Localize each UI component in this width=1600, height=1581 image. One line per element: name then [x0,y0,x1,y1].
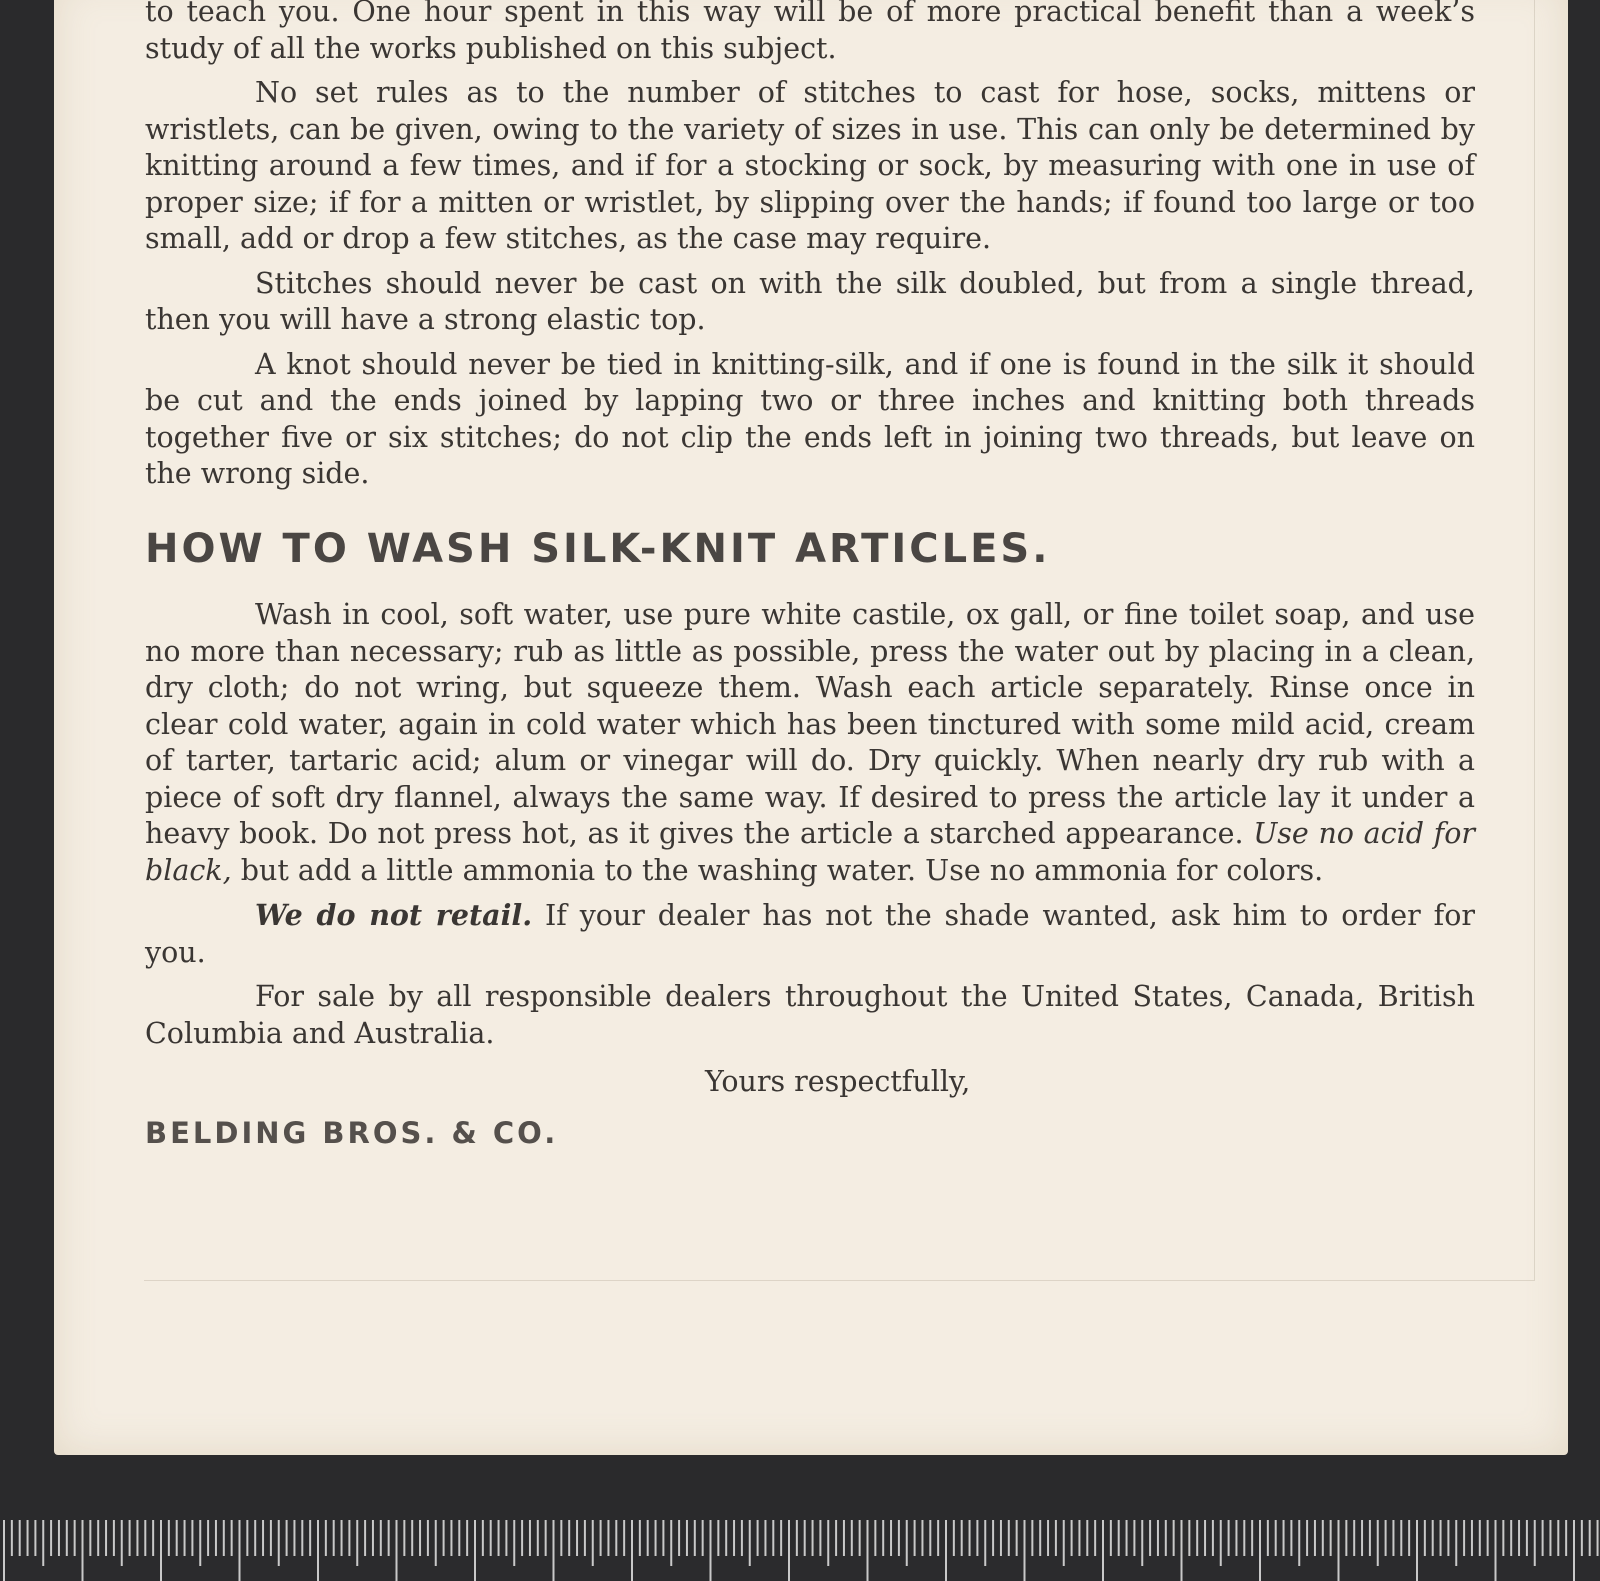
paragraph-knots: A knot should never be tied in knitting-silk, and if one is found in the silk it should be cut and the ends joined by lapping two or three inches and knitting both threads together five or six stitches; do not clip the ends left in joining two threads, but leave on the wrong side. [145,347,1475,490]
ruler-ticks [0,1520,1600,1581]
section-heading: HOW TO WASH SILK-KNIT ARTICLES. [145,525,1051,572]
signature: BELDING BROS. & CO. [145,1115,559,1150]
washing-text: Wash in cool, soft water, use pure white castile, ox gall, or fine toilet soap, and use no more than necessary; rub as little as possible, press the water out by placing in a clean, dry cloth; do not wring, but squeeze them. Wash each article separately. Rinse once in clear cold water, again in cold water which has been tinctured with some mild acid, cream of tarter, tartaric acid; alum or vinegar will do. Dry quickly. When nearly dry rub with a piece of soft dry flannel, always the same way. If desired to press the article lay it under a heavy book. Do not press hot, as it gives the article a starched appearance. [145,598,1475,850]
paragraph-washing [145,597,1475,889]
paragraph-sale: For sale by all responsible dealers throughout the United States, Canada, British Columbia and Australia. [145,980,1475,1050]
closing-line: Yours respectfully, [705,1065,971,1098]
paragraph-retail [145,897,1475,971]
paragraph-cast-on: Stitches should never be cast on with the silk doubled, but from a single thread, then you will have a strong elastic top. [145,266,1475,336]
paragraph-stitch-count: No set rules as to the number of stitches to cast for hose, socks, mittens or wristlets, can be given, owing to the variety of sizes in use. This can only be determined by knitting around a few times, and if for a stocking or sock, by measuring with one in use of proper size; if for a mitten or wristlet, by slipping over the hands; if found too large or too small, add or drop a few stitches, as the case may require. [145,76,1475,255]
paragraph-intro-end: to teach you. One hour spent in this way will be of more practical benefit than a week’s study of all the works published on this subject. [145,0,1475,65]
washing-text-end: but add a little ammonia to the washing water. Use no ammonia for colors. [240,853,1324,887]
retail-notice: We do not retail. [255,898,533,932]
washing-italic-note: Use no acid for black, [145,817,1475,887]
measuring-ruler [0,1520,1600,1581]
retail-text: If your dealer has not the shade wanted, ask him to order for you. [145,899,1475,969]
card-text [145,0,1475,1159]
